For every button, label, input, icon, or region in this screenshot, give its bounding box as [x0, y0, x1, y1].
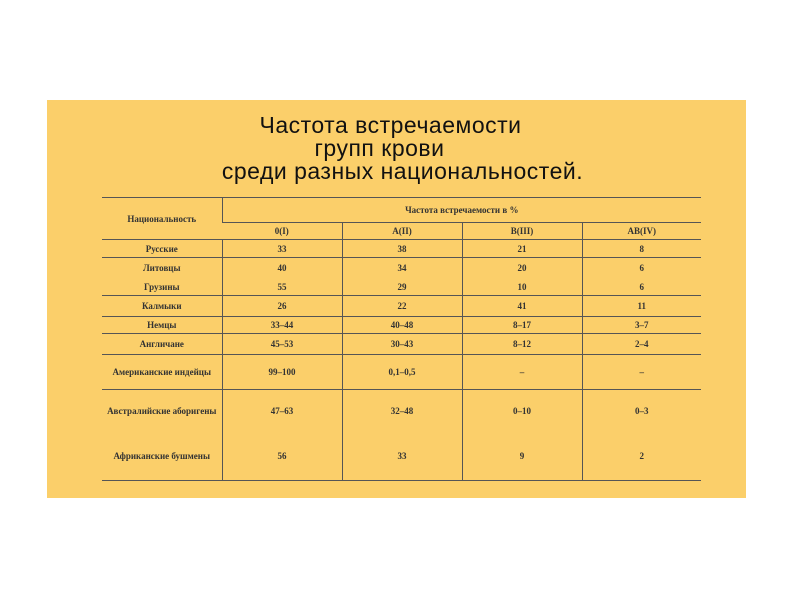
- nationality-cell: Американские индейцы: [102, 355, 222, 390]
- table-row: [102, 317, 701, 334]
- nationality-cell: Литовцы: [142, 263, 181, 273]
- nationality-cell: Грузины: [102, 278, 222, 296]
- table-row: [102, 432, 701, 481]
- nationality-cell: Калмыки: [102, 296, 222, 317]
- value-cell: 0–3: [582, 390, 701, 433]
- value-cell: 33: [222, 240, 342, 258]
- value-cell: 40: [222, 258, 342, 279]
- value-cell: 41: [462, 296, 582, 317]
- slide-title: [47, 114, 746, 183]
- value-cell: 21: [462, 240, 582, 258]
- table-row: [102, 390, 701, 433]
- value-cell: 2: [582, 432, 701, 481]
- table-row: [102, 334, 701, 355]
- nationality-cell: Австралийские аборигены: [107, 406, 217, 416]
- nationality-cell: Англичане: [102, 334, 222, 355]
- header-frequency: Частота встречаемости в %: [222, 198, 701, 223]
- nationality-cell: Африканские бушмены: [102, 432, 222, 481]
- value-cell: 9: [462, 432, 582, 481]
- header-group-a: A(II): [342, 223, 462, 240]
- value-cell: 47–63: [222, 390, 342, 433]
- table-row: [102, 278, 701, 296]
- value-cell: 6: [582, 278, 701, 296]
- value-cell: 99–100: [222, 355, 342, 390]
- header-group-ab: AB(IV): [582, 223, 701, 240]
- slide: [47, 100, 746, 498]
- value-cell: 30–43: [342, 334, 462, 355]
- value-cell: 55: [222, 278, 342, 296]
- nationality-cell: Немцы: [102, 317, 222, 334]
- value-cell: 29: [342, 278, 462, 296]
- value-cell: 6: [582, 258, 701, 279]
- value-cell: 38: [342, 240, 462, 258]
- value-cell: 26: [222, 296, 342, 317]
- blood-group-table: [102, 197, 701, 481]
- header-group-0: 0(I): [222, 223, 342, 240]
- value-cell: 34: [342, 258, 462, 279]
- header-group-b: B(III): [462, 223, 582, 240]
- title-line-1: Частота встречаемости: [259, 112, 522, 138]
- value-cell: 0,1–0,5: [342, 355, 462, 390]
- table-row: [102, 296, 701, 317]
- value-cell: 33: [342, 432, 462, 481]
- title-line-3: среди разных национальностей.: [221, 158, 584, 184]
- value-cell: 10: [462, 278, 582, 296]
- nationality-cell: Русские: [102, 240, 222, 258]
- value-cell: 11: [582, 296, 701, 317]
- value-cell: 20: [462, 258, 582, 279]
- value-cell: 0–10: [462, 390, 582, 433]
- value-cell: 32–48: [342, 390, 462, 433]
- value-cell: –: [582, 355, 701, 390]
- table-row: [102, 240, 701, 258]
- value-cell: 56: [222, 432, 342, 481]
- value-cell: 8–17: [462, 317, 582, 334]
- title-line-2: групп крови: [314, 135, 445, 161]
- value-cell: 22: [342, 296, 462, 317]
- value-cell: –: [462, 355, 582, 390]
- value-cell: 45–53: [222, 334, 342, 355]
- value-cell: 8: [582, 240, 701, 258]
- table-row: [102, 355, 701, 390]
- value-cell: 8–12: [462, 334, 582, 355]
- value-cell: 2–4: [582, 334, 701, 355]
- value-cell: 3–7: [582, 317, 701, 334]
- header-nationality: Национальность: [102, 198, 222, 240]
- value-cell: 40–48: [342, 317, 462, 334]
- value-cell: 33–44: [222, 317, 342, 334]
- table-row: [102, 258, 701, 279]
